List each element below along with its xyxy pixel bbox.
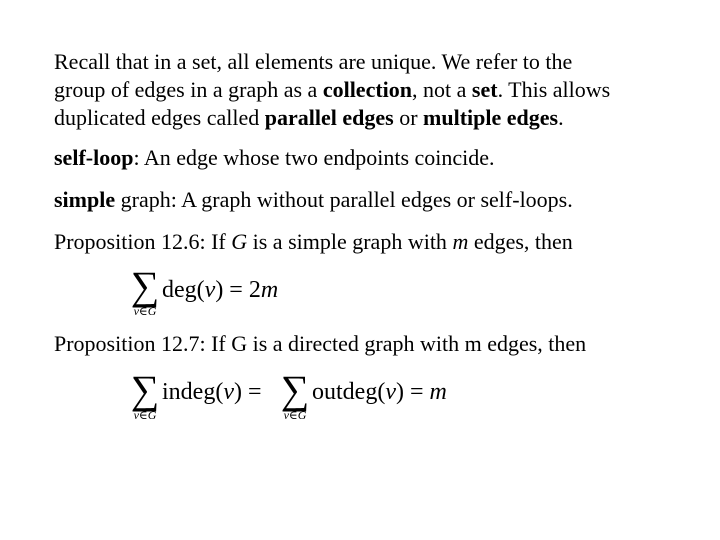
- summation: [128, 367, 162, 422]
- var-v: v: [223, 379, 234, 405]
- formula-outdeg: [312, 378, 447, 406]
- term-collection: collection: [322, 77, 413, 102]
- para1-line1: Recall that in a set, all elements are unique. We refer to the: [54, 49, 573, 74]
- definition-simple-graph: [54, 186, 684, 214]
- text: ) =: [233, 379, 262, 405]
- summation: [128, 263, 162, 318]
- term-self-loop: self-loop: [54, 145, 134, 170]
- definition-text: graph: A graph without parallel edges or self-loops.: [115, 187, 573, 212]
- text: edges, then: [468, 229, 573, 254]
- term-simple: simple: [54, 187, 116, 212]
- text: ) = 2: [215, 277, 261, 303]
- var-v: v: [385, 379, 396, 405]
- var-G: G: [231, 229, 248, 254]
- text: outdeg(: [312, 379, 386, 405]
- formula-expression: [162, 276, 278, 304]
- paragraph-sets: [54, 48, 684, 132]
- text: . This allows: [497, 77, 611, 102]
- sigma-symbol: ∑: [280, 367, 310, 412]
- formula-indeg: [162, 378, 262, 406]
- sum-subscript: v∈G: [133, 304, 157, 318]
- proposition-12-6: [54, 228, 684, 256]
- text: duplicated edges called: [54, 105, 265, 130]
- text: deg(: [162, 277, 205, 303]
- text: ) =: [395, 379, 430, 405]
- text: or: [393, 105, 424, 130]
- definition-text: : An edge whose two endpoints coincide.: [133, 145, 495, 170]
- var-v: v: [204, 277, 216, 303]
- sigma-symbol: ∑: [130, 263, 160, 308]
- summation: [278, 367, 312, 422]
- var-m: m: [260, 277, 279, 303]
- text: , not a: [412, 77, 472, 102]
- sigma-symbol: ∑: [130, 367, 160, 412]
- var-m: m: [452, 229, 469, 254]
- text: Proposition 12.6: If: [54, 229, 232, 254]
- sum-subscript: v∈G: [133, 408, 157, 422]
- sum-subscript: v∈G: [283, 408, 307, 422]
- formula-12-6: [120, 263, 360, 328]
- term-multiple-edges: multiple edges: [423, 105, 559, 130]
- var-m: m: [429, 379, 447, 405]
- term-set: set: [471, 77, 498, 102]
- para1-line2: [54, 76, 684, 104]
- text: .: [558, 105, 564, 130]
- para1-line3: [54, 104, 684, 132]
- definition-self-loop: [54, 144, 684, 172]
- term-parallel-edges: parallel edges: [264, 105, 394, 130]
- text: is a simple graph with: [247, 229, 453, 254]
- proposition-12-7: Proposition 12.7: If G is a directed graph with m edges, then: [54, 331, 587, 356]
- formula-12-7: [120, 367, 500, 432]
- text: group of edges in a graph as a: [54, 77, 323, 102]
- text: indeg(: [162, 379, 224, 405]
